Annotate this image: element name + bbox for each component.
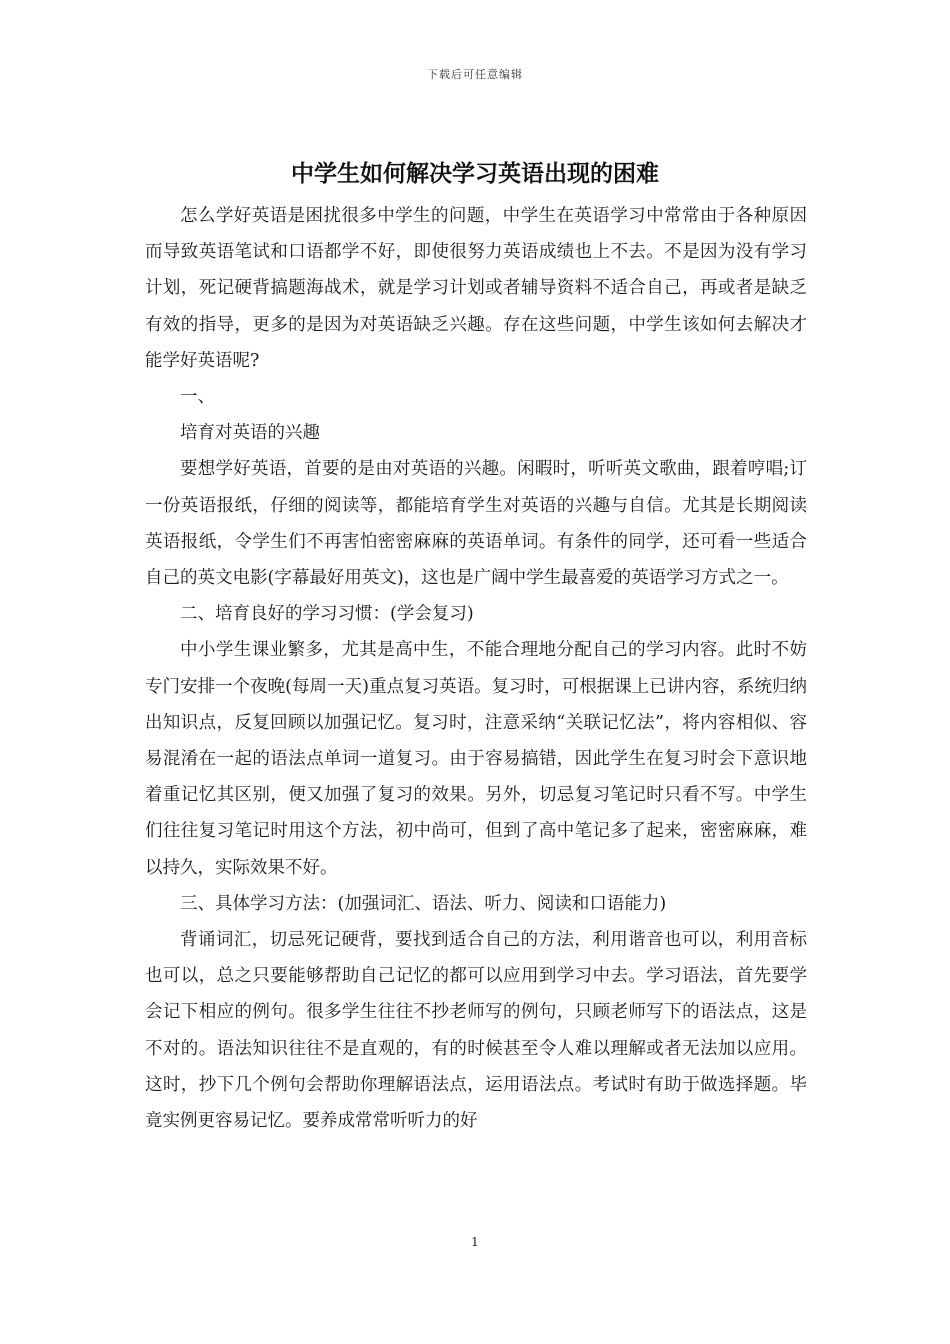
document-body: [145, 198, 807, 1139]
section-one-heading: 培育对英语的兴趣: [180, 423, 320, 444]
header-note: 下载后可任意编辑: [427, 68, 523, 81]
section-two-paragraph: 中小学生课业繁多，尤其是高中生，不能合理地分配自己的学习内容。此时不妨专门安排一个夜晚(每周一天)重点复习英语。复习时，可根据课上已讲内容，系统归纳出知识点，反复回顾以加强记忆。复习时，注意采纳“关联记忆法”，将内容相似、容易混淆在一起的语法点单词一道复习。由于容易搞错，因此学生在复习时会下意识地着重记忆其区别，便又加强了复习的效果。另外，切忌复习笔记时只看不写。中学生们往往复习笔记时用这个方法，初中尚可，但到了高中笔记多了起来，密密麻麻，难以持久，实际效果不好。: [145, 640, 807, 878]
page-number: 1: [471, 1235, 479, 1249]
section-one-paragraph: 要想学好英语，首要的是由对英语的兴趣。闲暇时，听听英文歌曲，跟着哼唱;订一份英语报纸，仔细的阅读等，都能培育学生对英语的兴趣与自信。尤其是长期阅读英语报纸，令学生们不再害怕密密麻麻的英语单词。有条件的同学，还可看一些适合自己的英文电影(字幕最好用英文)，这也是广阔中学生最喜爱的英语学习方式之一。: [145, 459, 807, 589]
intro-paragraph: 怎么学好英语是困扰很多中学生的问题，中学生在英语学习中常常由于各种原因而导致英语笔试和口语都学不好，即使很努力英语成绩也上不去。不是因为没有学习计划，死记硬背搞题海战术，就是学习计划或者辅导资料不适合自己，再或者是缺乏有效的指导，更多的是因为对英语缺乏兴趣。存在这些问题，中学生该如何去解决才能学好英语呢?: [145, 206, 807, 371]
section-three-paragraph: 背诵词汇，切忌死记硬背，要找到适合自己的方法，利用谐音也可以，利用音标也可以，总之只要能够帮助自己记忆的都可以应用到学习中去。学习语法，首先要学会记下相应的例句。很多学生往往不抄老师写的例句，只顾老师写下的语法点，这是不对的。语法知识往往不是直观的，有的时候甚至令人难以理解或者无法加以应用。这时，抄下几个例句会帮助你理解语法点，运用语法点。考试时有助于做选择题。毕竟实例更容易记忆。要养成常常听听力的好: [145, 930, 807, 1132]
section-three-heading: 三、具体学习方法：(加强词汇、语法、听力、阅读和口语能力): [180, 893, 667, 914]
section-two-heading: 二、培育良好的学习习惯：(学会复习): [180, 604, 474, 625]
document-title: 中学生如何解决学习英语出现的困难: [291, 160, 659, 187]
section-one-number: 一、: [180, 387, 215, 408]
